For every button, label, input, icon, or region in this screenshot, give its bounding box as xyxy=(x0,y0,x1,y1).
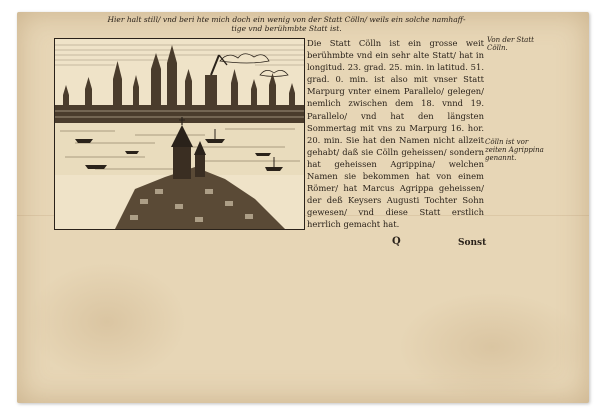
margin-note-agrippina: Cölln ist vor zeiten Agrippina genannt. xyxy=(485,138,544,162)
signature-mark: Q xyxy=(392,236,401,247)
header-line-1: Hier halt still/ vnd beri hte mich doch ein wenig von der Statt Cölln/ weils ein solche namhaff- xyxy=(107,15,466,24)
header-line-2: tige vnd berühmbte Statt ist. xyxy=(231,24,342,33)
body-text: Die Statt Cölln ist ein grosse weit berühmbte vnd ein sehr alte Statt/ hat in longitud. 23. grad. 25. min. in latitud. 51. grad. 0. min. ist also mit vnser Statt Marpurg vnter einem Parallelo/ gelegen/ nemlich zwischen dem 18. vnnd 19. Parallelo/ vnd hat den längsten Sommertag mit vns zu Marpurg 16. hor. 20. min. Sie hat den Namen nicht allzeit gehabt/ daß sie Cölln geheissen/ sondern hat geheissen Agrippina/ welchen Namen sie bekommen hat von einem Römer/ hat Marcus Agrippa geheissen/ der deß Keysers Augusti Tochter Sohn gewesen/ vnd diese Statt erstlich herrlich gemacht hat. xyxy=(307,38,484,230)
paper-stain xyxy=(397,292,587,402)
catchword: Sonst xyxy=(458,238,487,248)
woodcut-drawing xyxy=(55,39,304,229)
paper-stain xyxy=(27,262,187,382)
cologne-city-woodcut-icon xyxy=(54,38,305,230)
running-header xyxy=(89,15,484,33)
margin-note-cologne: Von der Statt Cölln. xyxy=(487,36,534,52)
body-paragraph xyxy=(307,37,484,231)
